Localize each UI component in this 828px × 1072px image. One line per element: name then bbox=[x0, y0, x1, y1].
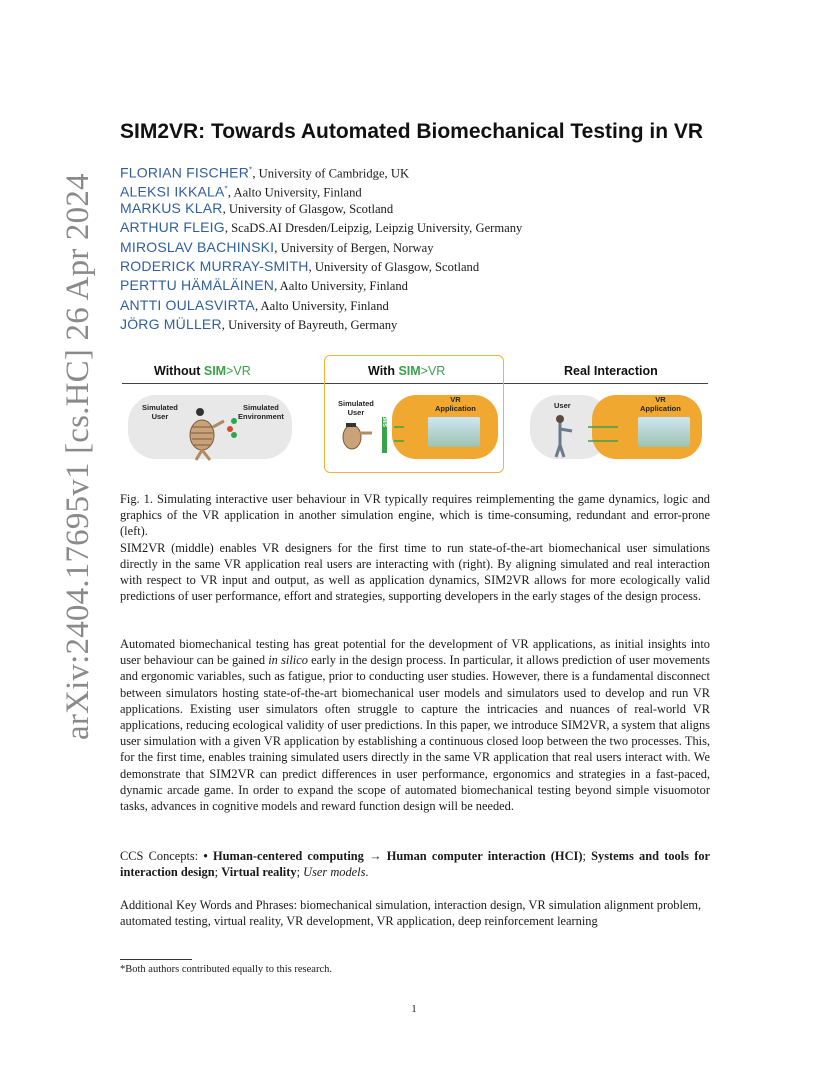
panel-heading-prefix: With bbox=[368, 364, 399, 378]
abstract-paragraph bbox=[120, 636, 710, 814]
author-name: FLORIAN FISCHER bbox=[120, 164, 250, 181]
author-line bbox=[120, 296, 740, 315]
author-affiliation: , University of Cambridge, UK bbox=[252, 166, 410, 181]
ccs-separator: ; bbox=[296, 865, 304, 880]
sim-brand: SIM bbox=[398, 364, 421, 378]
caption-paragraph: SIM2VR (middle) enables VR designers for the first time to run state-of-the-art biomechanical user simulations directly in the same VR application real users are interacting with (right). By aligning simulated and real interaction with respect to VR input and output, as well as application dynamics, SIM2VR allows for more ecologically valid predictions of user performance, effort and strategies, supporting developers in the early stages of the design process. bbox=[120, 540, 710, 604]
author-name: RODERICK MURRAY-SMITH bbox=[120, 257, 309, 274]
author-line bbox=[120, 238, 740, 257]
author-line bbox=[120, 315, 740, 334]
ccs-term: Human computer interaction (HCI) bbox=[386, 849, 583, 863]
figure-1 bbox=[120, 355, 710, 475]
ccs-term: Systems and tools for interaction design bbox=[120, 849, 711, 880]
vr-brand: >VR bbox=[420, 364, 446, 378]
author-affiliation: , Aalto University, Finland bbox=[274, 279, 408, 294]
author-affiliation: , University of Glasgow, Scotland bbox=[222, 201, 394, 216]
keywords: Additional Key Words and Phrases: biomechanical simulation, interaction design, VR simulation alignment problem, automated testing, virtual reality, VR development, VR application, deep reinforcement learning bbox=[120, 898, 702, 929]
figure-caption bbox=[120, 491, 710, 604]
vr-screen bbox=[428, 417, 480, 447]
author-name: MIROSLAV BACHINSKI bbox=[120, 238, 275, 255]
label-simulated-user: Simulated User bbox=[142, 403, 178, 421]
caption-paragraph: Fig. 1. Simulating interactive user behaviour in VR typically requires reimplementing the game dynamics, logic and graphics of the VR application in another simulation engine, which is time-consuming, redundant and error-prone (left). bbox=[120, 492, 710, 539]
skeleton-figure-icon bbox=[176, 405, 256, 461]
author-affiliation: , University of Bergen, Norway bbox=[274, 240, 434, 255]
panel-heading-without bbox=[154, 364, 251, 378]
abstract-text: Automated biomechanical testing has great potential for the development of VR applications, as initial insights into user behaviour can be gained bbox=[120, 637, 710, 668]
panel-heading-real: Real Interaction bbox=[564, 364, 658, 378]
label-vr-application: VR Application bbox=[435, 395, 476, 413]
ccs-term: Human-centered computing bbox=[212, 849, 364, 863]
author-line bbox=[120, 199, 740, 218]
arxiv-side-stamp: arXiv:2404.17695v1 [cs.HC] 26 Apr 2024 bbox=[60, 173, 96, 740]
author-name: ALEKSI IKKALA bbox=[120, 184, 225, 201]
page-number: 1 bbox=[411, 1003, 417, 1015]
vr-brand: >VR bbox=[226, 364, 251, 378]
ccs-term: Virtual reality bbox=[221, 865, 297, 880]
author-name: ANTTI OULASVIRTA bbox=[120, 296, 255, 313]
author-affiliation: , Aalto University, Finland bbox=[227, 186, 362, 201]
author-line bbox=[120, 276, 740, 295]
ccs-end: . bbox=[365, 865, 369, 880]
abstract bbox=[120, 636, 710, 814]
author-list bbox=[120, 160, 740, 335]
real-user-figure-icon bbox=[548, 413, 638, 459]
label-simulated-user: Simulated User bbox=[338, 399, 374, 417]
ccs-term: User models bbox=[303, 865, 366, 880]
simulated-user-figure-icon bbox=[338, 417, 408, 461]
sim2vr-side-tag: SIM2VR bbox=[383, 408, 389, 427]
author-affiliation: , ScaDS.AI Dresden/Leipzig, Leipzig University, Germany bbox=[224, 221, 523, 236]
author-mark: * bbox=[249, 165, 253, 174]
ccs-concepts bbox=[120, 848, 710, 880]
label-simulated-environment: Simulated Environment bbox=[238, 403, 284, 421]
author-line bbox=[120, 257, 740, 276]
author-line bbox=[120, 179, 740, 201]
author-affiliation: , Aalto University, Finland bbox=[254, 298, 389, 313]
paper-title: SIM2VR: Towards Automated Biomechanical Testing in VR bbox=[120, 120, 704, 143]
author-line bbox=[120, 218, 740, 237]
panel-heading-prefix: Without bbox=[154, 364, 204, 378]
footnote-rule bbox=[120, 959, 192, 960]
abstract-italic: in silico bbox=[268, 653, 308, 668]
author-name: ARTHUR FLEIG bbox=[120, 219, 225, 236]
footnote: *Both authors contributed equally to this research. bbox=[120, 964, 332, 975]
ccs-bullet: • bbox=[203, 849, 213, 863]
sim-brand: SIM bbox=[203, 364, 227, 378]
author-mark: * bbox=[224, 184, 228, 194]
label-user: User bbox=[554, 401, 571, 410]
author-affiliation: , University of Glasgow, Scotland bbox=[308, 259, 480, 274]
author-name: MARKUS KLAR bbox=[120, 199, 223, 216]
ccs-separator: ; bbox=[214, 865, 222, 880]
author-name: JÖRG MÜLLER bbox=[120, 316, 222, 333]
panel-heading-with bbox=[368, 364, 445, 378]
label-vr-application: VR Application bbox=[640, 395, 681, 413]
ccs-separator: ; bbox=[582, 849, 592, 863]
vr-screen bbox=[638, 417, 690, 447]
ccs-arrow: → bbox=[363, 849, 387, 863]
author-affiliation: , University of Bayreuth, Germany bbox=[221, 318, 398, 333]
author-line bbox=[120, 160, 740, 179]
author-name: PERTTU HÄMÄLÄINEN bbox=[120, 277, 275, 294]
ccs-label: CCS Concepts: bbox=[120, 849, 204, 863]
abstract-text: early in the design process. In particular, it allows prediction of user movements and ergonomic variables, such as fatigue, prior to conducting user studies. However, there is a fundamental disconnect between simulators hosting state-of-the-art biomechanical user models and simulators used to develop and run VR applications. Existing user simulators often struggle to capture the intricacies and nuances of real-world VR applications, reducing ecological validity of user predictions. In this paper, we introduce SIM2VR, a system that aligns user simulation with a given VR application by establishing a continuous closed loop between the two processes. This, for the first time, enables training simulated users directly in the same VR application that real users interact with. We demonstrate that SIM2VR can predict differences in user performance, ergonomics and strategies in a fast-paced, dynamic arcade game. In order to expand the scope of automated biomechanical testing beyond simple visuomotor tasks, advances in cognitive models and reward function design will be needed. bbox=[120, 653, 710, 814]
